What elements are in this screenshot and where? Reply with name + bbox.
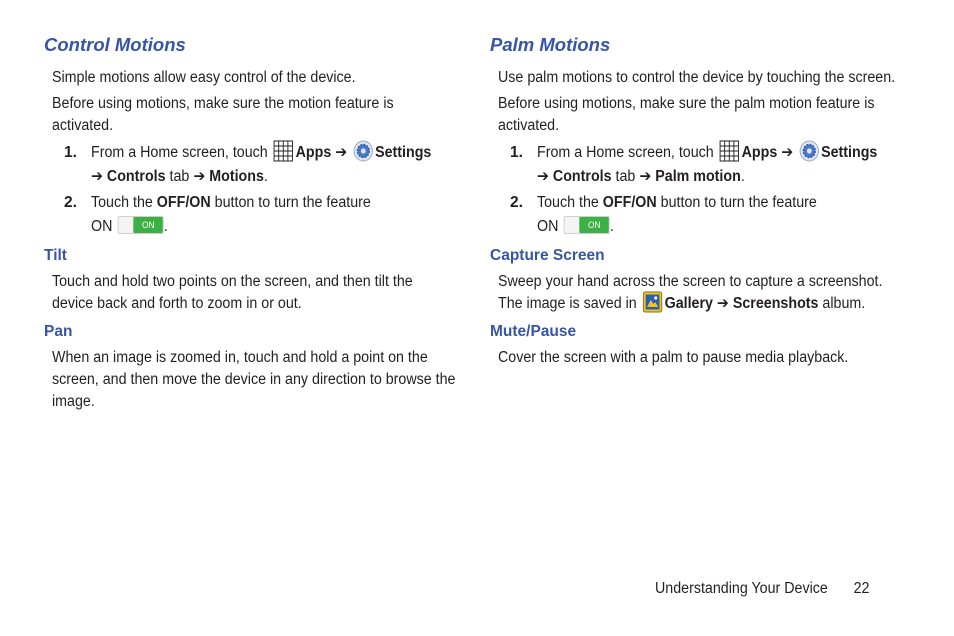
step-2 <box>490 191 902 239</box>
step-text: Touch the <box>91 194 153 211</box>
left-column <box>44 32 456 417</box>
arrow: ➔ <box>716 295 729 313</box>
step-number: 1. <box>64 144 77 161</box>
intro-text-2: Before using motions, make sure the palm motion feature is activated. <box>498 95 875 134</box>
step-number: 1. <box>510 144 523 161</box>
step-2 <box>44 191 456 239</box>
album-word: album. <box>822 295 866 313</box>
gallery-label: Gallery <box>664 295 713 313</box>
offon-label: OFF/ON <box>156 194 211 211</box>
steps-list <box>490 141 902 239</box>
step-1 <box>490 141 902 189</box>
tab-word: tab <box>615 168 636 185</box>
on-toggle-icon <box>118 216 164 234</box>
period: . <box>740 168 745 185</box>
capture-line-1: Sweep your hand across the screen to capture a screenshot. <box>498 273 883 290</box>
on-toggle-icon <box>564 216 610 234</box>
arrow: ➔ <box>335 144 348 161</box>
footer-section-title: Understanding Your Device <box>655 580 828 597</box>
step-number: 2. <box>510 194 523 211</box>
settings-gear-icon <box>353 140 373 162</box>
controls-label: Controls <box>552 168 612 185</box>
arrow: ➔ <box>193 168 206 185</box>
apps-grid-icon <box>274 140 294 162</box>
settings-gear-icon <box>799 140 819 162</box>
apps-label: Apps <box>741 144 778 161</box>
arrow: ➔ <box>639 168 652 185</box>
subheading-pan: Pan <box>44 323 73 340</box>
capture-line-2: The image is saved in <box>498 295 637 313</box>
toggle-label: ON <box>134 217 163 233</box>
screenshots-label: Screenshots <box>732 295 819 313</box>
subheading-tilt: Tilt <box>44 247 67 264</box>
period: . <box>609 218 614 235</box>
steps-list <box>44 141 456 239</box>
step-text: From a Home screen, touch <box>537 144 714 161</box>
step-1 <box>44 141 456 189</box>
section-title-palm-motions: Palm Motions <box>490 34 611 55</box>
period: . <box>163 218 168 235</box>
pan-text: When an image is zoomed in, touch and hold a point on the screen, and then move the device in any direction to browse the image. <box>52 349 456 410</box>
apps-label: Apps <box>295 144 332 161</box>
intro-text: Simple motions allow easy control of the device. <box>52 69 356 86</box>
gallery-icon <box>643 291 663 313</box>
right-column <box>490 32 902 373</box>
on-word: ON <box>537 218 559 235</box>
step-text: button to turn the feature <box>660 194 817 211</box>
page-number: 22 <box>853 580 870 597</box>
toggle-label: ON <box>580 217 609 233</box>
palm-motion-label: Palm motion <box>655 168 741 185</box>
arrow: ➔ <box>91 168 103 185</box>
apps-grid-icon <box>720 140 740 162</box>
arrow: ➔ <box>781 144 794 161</box>
arrow: ➔ <box>537 168 549 185</box>
page-footer <box>655 578 869 600</box>
tab-word: tab <box>169 168 190 185</box>
on-word: ON <box>91 218 113 235</box>
step-number: 2. <box>64 194 77 211</box>
subheading-mute-pause: Mute/Pause <box>490 323 577 341</box>
settings-label: Settings <box>375 144 432 161</box>
capture-text <box>498 271 903 315</box>
mute-text: Cover the screen with a palm to pause media playback. <box>498 349 849 367</box>
motions-label: Motions <box>209 168 264 185</box>
controls-label: Controls <box>106 168 166 185</box>
tilt-text: Touch and hold two points on the screen, and then tilt the device back and forth to zoom in or out. <box>52 273 413 312</box>
section-title-control-motions: Control Motions <box>44 34 186 55</box>
subheading-capture-screen: Capture Screen <box>490 247 605 264</box>
settings-label: Settings <box>821 144 878 161</box>
intro-text: Use palm motions to control the device by touching the screen. <box>498 69 896 86</box>
offon-label: OFF/ON <box>602 194 657 211</box>
step-text: From a Home screen, touch <box>91 144 268 161</box>
period: . <box>263 168 268 185</box>
step-text: button to turn the feature <box>214 194 371 211</box>
step-text: Touch the <box>537 194 599 211</box>
intro-text-2: Before using motions, make sure the motion feature is activated. <box>52 95 394 134</box>
